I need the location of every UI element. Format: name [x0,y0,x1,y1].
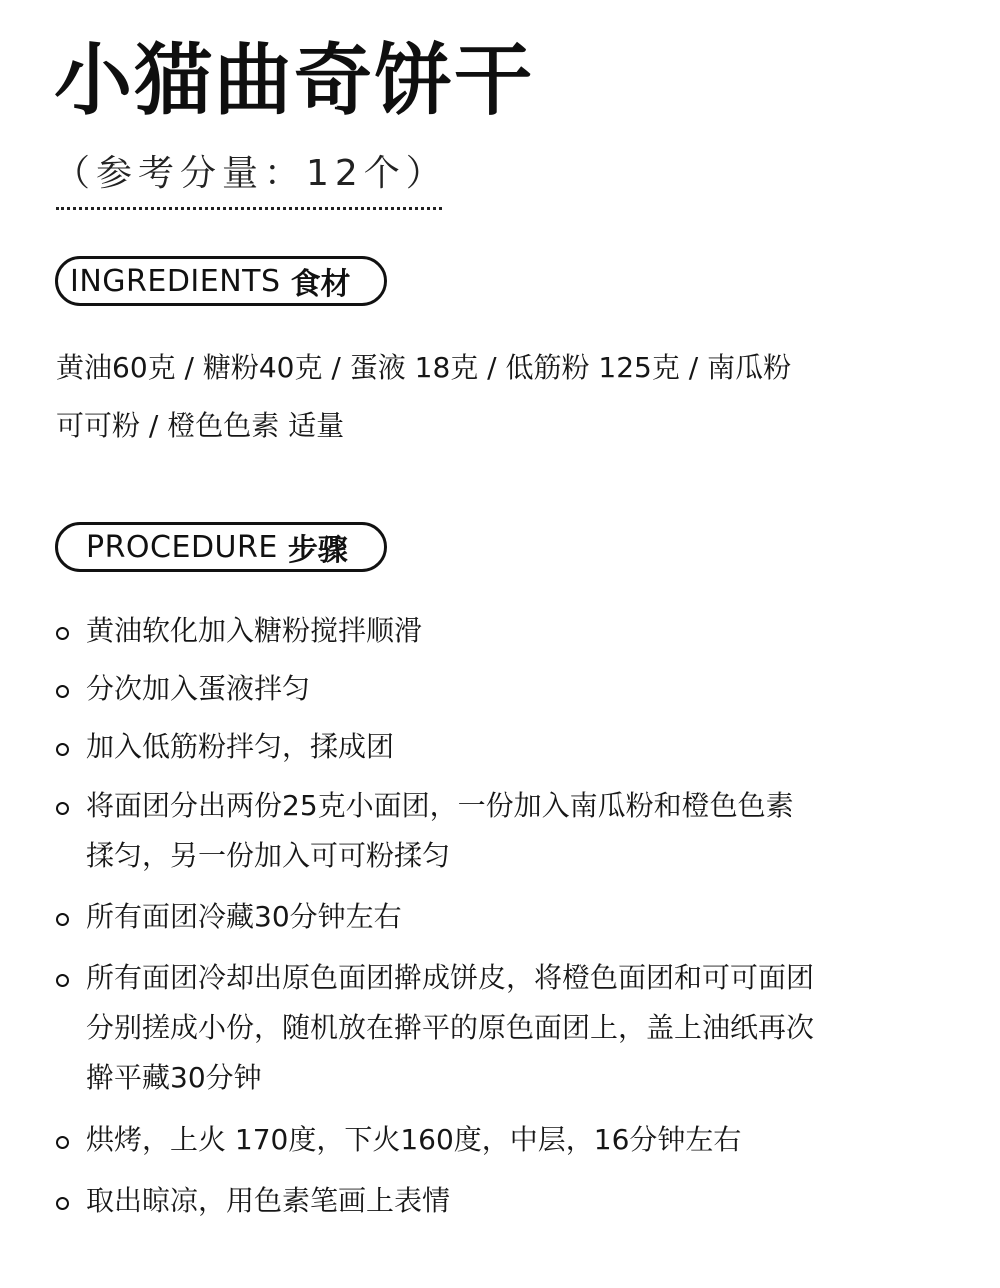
step-text: 所有面团冷藏30分钟左右 [86,900,402,933]
circle-bullet-icon [56,627,69,640]
circle-bullet-icon [56,1136,69,1149]
step-text: 黄油软化加入糖粉搅拌顺滑 [86,614,423,647]
circle-bullet-icon [56,743,69,756]
step-text: 分次加入蛋液拌匀 [86,672,311,705]
step-text: 取出晾凉，用色素笔画上表情 [86,1184,451,1217]
circle-bullet-icon [56,802,69,815]
ingredients-list [56,344,936,460]
step-text: 加入低筋粉拌匀，揉成团 [86,730,395,763]
circle-bullet-icon [56,913,69,926]
ingredients-line: 可可粉 / 橙色色素 适量 [56,409,345,442]
dotted-divider [56,207,442,210]
procedure-heading-cn: 步骤 [287,533,348,568]
circle-bullet-icon [56,685,69,698]
ingredients-line: 黄油60克 / 糖粉40克 / 蛋液 18克 / 低筋粉 125克 / 南瓜粉 [56,351,792,384]
procedure-heading-en: PROCEDURE [86,529,278,565]
ingredients-heading [55,256,387,306]
circle-bullet-icon [56,1197,69,1210]
circle-bullet-icon [56,974,69,987]
ingredients-heading-cn: 食材 [290,267,351,302]
step-text: 烘烤，上火 170度，下火160度，中层，16分钟左右 [86,1123,742,1156]
step-text: 将面团分出两份25克小面团，一份加入南瓜粉和橙色色素 揉匀，另一份加入可可粉揉匀 [86,789,794,872]
recipe-title: 小猫曲奇饼干 [54,36,535,126]
step-text: 所有面团冷却出原色面团擀成饼皮，将橙色面团和可可面团 分别搓成小份，随机放在擀平的原色面团上，盖上油纸再次 擀平藏30分钟 [86,961,815,1094]
procedure-heading [55,522,387,572]
serving-size: （参考分量：12个） [54,153,448,194]
ingredients-heading-en: INGREDIENTS [70,263,281,299]
